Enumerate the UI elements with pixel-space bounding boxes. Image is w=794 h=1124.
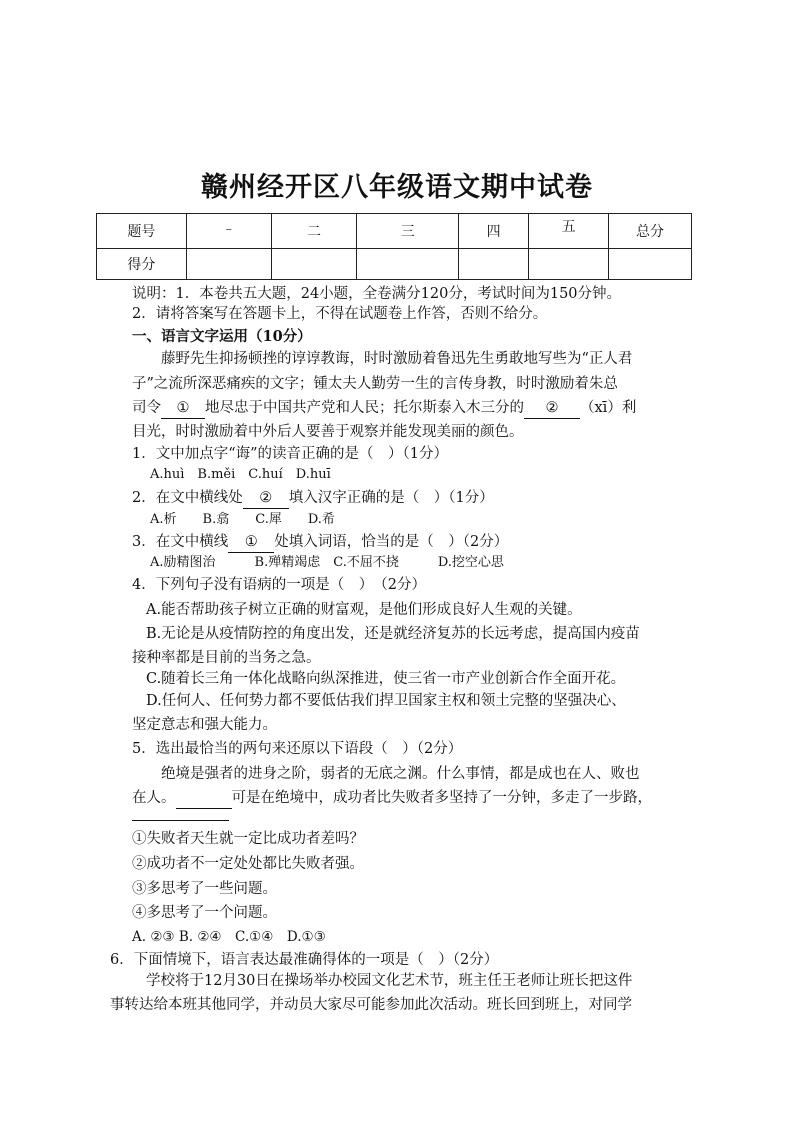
blank-1-ref: ① bbox=[228, 532, 274, 553]
question-4-stem: 4．下列句子没有语病的一项是（ ） （2分） bbox=[132, 577, 426, 593]
instruction-line-2: 2．请将答案写在答题卡上，不得在试题卷上作答，否则不给分。 bbox=[132, 306, 548, 322]
question-4-option-d: D.任何人、任何势力都不要低估我们捍卫国家主权和领土完整的坚强决心、 bbox=[146, 693, 626, 709]
question-text: 2．在文中横线处 bbox=[132, 490, 243, 506]
score-input-cell[interactable] bbox=[357, 249, 459, 280]
question-5-stem: 5．选出最恰当的两句来还原以下语段（ ）（2分） bbox=[132, 741, 463, 757]
question-4-option-d-cont: 坚定意志和强大能力。 bbox=[132, 717, 277, 733]
score-input-cell[interactable] bbox=[459, 249, 529, 280]
score-table-score-row bbox=[97, 249, 692, 280]
passage-line: 子”之流所深恶痛疾的文字；锺太夫人勤劳一生的言传身教，时时激励着朱总 bbox=[132, 376, 618, 392]
question-5-passage: 绝境是强者的进身之阶，弱者的无底之渊。什么事情，都是成也在人、败也 bbox=[161, 766, 640, 782]
page-title: 赣州经开区八年级语文期中试卷 bbox=[201, 172, 593, 203]
score-cell: ﹣ bbox=[186, 214, 271, 249]
question-5-passage bbox=[132, 788, 652, 809]
question-3-stem bbox=[132, 532, 508, 553]
question-5-choice: ②成功者不一定处处都比失败者强。 bbox=[132, 856, 364, 872]
score-cell: 三 bbox=[357, 214, 459, 249]
passage-text: （xī）利 bbox=[580, 400, 637, 416]
question-5-choice: ①失败者天生就一定比成功者差吗？ bbox=[132, 831, 364, 847]
score-input-cell[interactable] bbox=[271, 249, 357, 280]
passage-text: 在人。 bbox=[132, 790, 176, 806]
blank-1[interactable]: ① bbox=[161, 398, 205, 419]
blank-2[interactable]: ② bbox=[524, 398, 580, 419]
score-table-header-row bbox=[97, 214, 692, 249]
passage-text: 可是在绝境中，成功者比失败者多坚持了一分钟，多走了一步路， bbox=[231, 790, 652, 806]
question-4-option-a: A.能否帮助孩子树立正确的财富观，是他们形成良好人生观的关键。 bbox=[146, 602, 582, 618]
question-5-options: A. ②③ B. ②④ C.①④ D.①③ bbox=[132, 929, 326, 945]
blank-answer[interactable] bbox=[176, 788, 232, 809]
question-text: 3．在文中横线 bbox=[132, 534, 229, 550]
score-input-cell[interactable] bbox=[529, 249, 609, 280]
score-cell: 四 bbox=[459, 214, 529, 249]
question-6-passage: 事转达给本班其他同学，并动员大家尽可能参加此次活动。班长回到班上，对同学 bbox=[110, 997, 632, 1013]
question-6-passage: 学校将于12月30日在操场举办校园文化艺术节，班主任王老师让班长把这件 bbox=[146, 973, 633, 989]
question-5-choice: ③多思考了一些问题。 bbox=[132, 881, 277, 897]
question-4-option-b: B.无论是从疫情防控的角度出发，还是就经济复苏的长远考虑，提高国内疫苗 bbox=[146, 626, 640, 642]
score-input-cell[interactable] bbox=[186, 249, 271, 280]
question-2-options: A.析 B.翕 C.犀 D.希 bbox=[150, 512, 335, 527]
passage-line bbox=[132, 398, 636, 419]
section-heading: 一、语言文字运用（10分） bbox=[132, 328, 312, 345]
score-cell: 总分 bbox=[609, 214, 692, 249]
question-5-choice: ④多思考了一个问题。 bbox=[132, 905, 277, 921]
question-text: 填入汉字正确的是（ ）（1分） bbox=[288, 490, 494, 506]
score-row-label: 得分 bbox=[97, 249, 187, 280]
question-text: 处填入词语，恰当的是（ ）（2分） bbox=[274, 534, 509, 550]
blank-answer-line[interactable] bbox=[132, 820, 229, 821]
question-2-stem bbox=[132, 488, 494, 509]
passage-text: 地尽忠于中国共产党和人民；托尔斯泰入木三分的 bbox=[205, 400, 524, 416]
score-table bbox=[96, 213, 692, 280]
score-cell: 二 bbox=[271, 214, 357, 249]
blank-2-ref: ② bbox=[243, 488, 289, 509]
passage-text: 司令 bbox=[132, 400, 161, 416]
question-4-option-c: C.随着长三角一体化战略向纵深推进，使三省一市产业创新合作全面开花。 bbox=[146, 671, 626, 687]
score-cell: 题号 bbox=[97, 214, 187, 249]
passage-line: 目光，时时激励着中外后人要善于观察并能发现美丽的颜色。 bbox=[132, 424, 524, 440]
score-cell: 五 bbox=[529, 214, 609, 249]
question-6-stem: 6．下面情境下，语言表达最准确得体的一项是（ ）（2分） bbox=[110, 952, 499, 968]
score-input-cell[interactable] bbox=[609, 249, 692, 280]
question-4-option-b-cont: 接种率都是目前的当务之急。 bbox=[132, 650, 321, 666]
question-3-options: A.励精图治 B.殚精竭虑 C.不屈不挠 D.挖空心思 bbox=[150, 555, 504, 570]
question-1-stem: 1．文中加点字“诲”的读音正确的是（ ）（1分） bbox=[132, 446, 449, 462]
question-1-options: A.huì B.měi C.huí D.huī bbox=[150, 467, 331, 482]
instruction-line-1: 说明：1．本卷共五大题，24小题，全卷满分120分，考试时间为150分钟。 bbox=[132, 286, 622, 302]
passage-line: 藤野先生抑扬顿挫的谆谆教诲，时时激励着鲁迅先生勇敢地写些为“正人君 bbox=[161, 351, 633, 367]
